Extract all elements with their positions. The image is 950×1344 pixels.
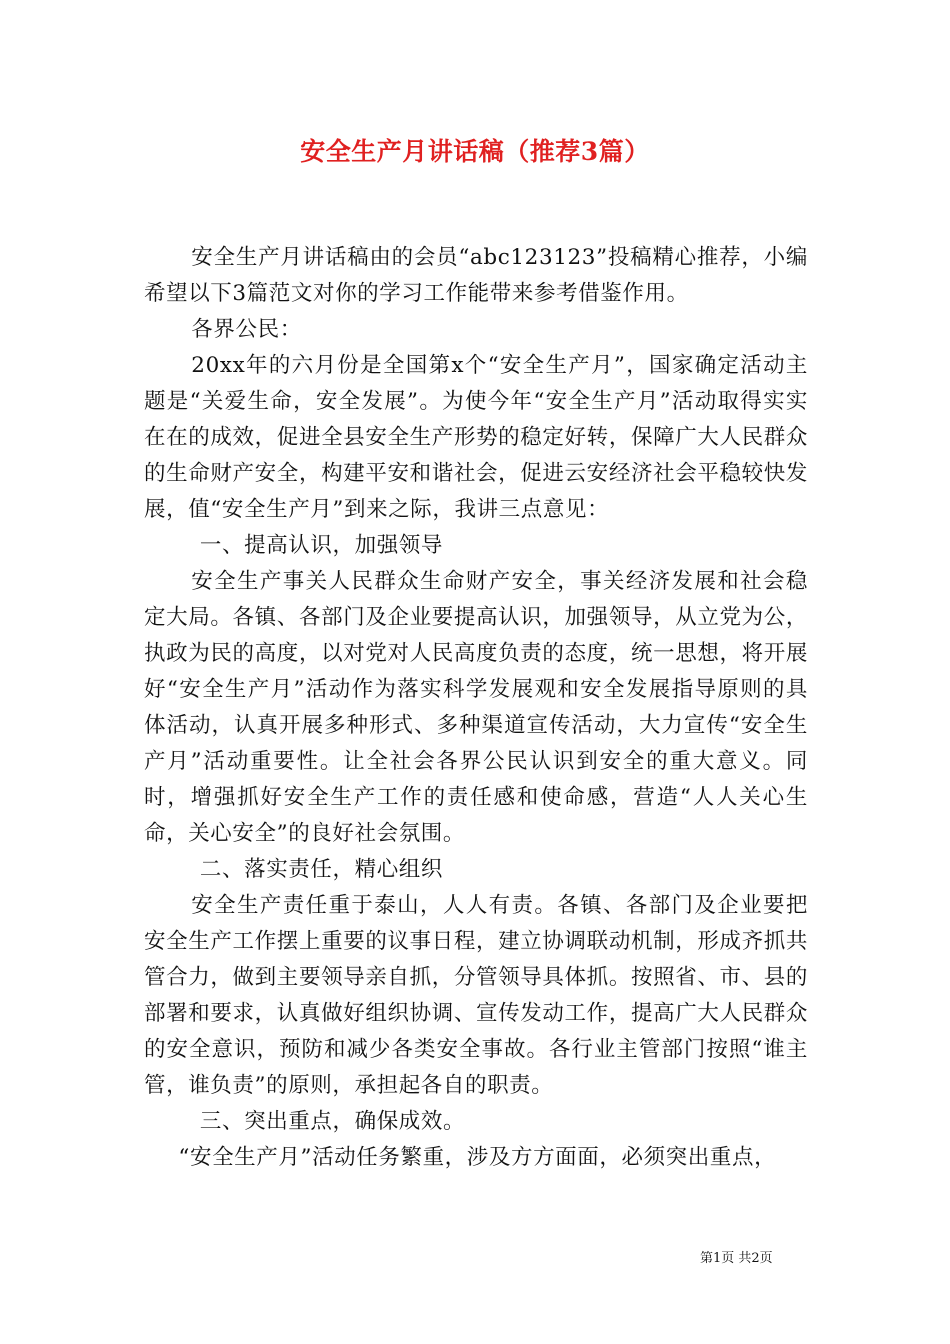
body-paragraph-4: “安全生产月”活动任务繁重，涉及方方面面，必须突出重点，	[178, 1145, 777, 1170]
section-heading-1: 一、提高认识，加强领导	[199, 533, 443, 558]
body-paragraph-1: 20xx年的六月份是全国第x个“安全生产月”，国家确定活动主题是“关爱生命，安全发展”。为使今年“安全生产月”活动取得实实在在的成效，促进全县安全生产形势的稳定好转，保障广大人民群众的生命财产安全，构建平安和谐社会，促进云安经济社会平稳较快发展，值“安全生产月”到来之际，我讲三点意见：	[144, 353, 808, 522]
section-heading-2: 二、落实责任，精心组织	[199, 857, 443, 882]
section-heading-3: 三、突出重点，确保成效。	[199, 1109, 466, 1134]
page-number-footer: 第1页 共2页	[700, 1251, 773, 1266]
body-paragraph-3: 安全生产责任重于泰山，人人有责。各镇、各部门及企业要把安全生产工作摆上重要的议事日程，建立协调联动机制，形成齐抓共管合力，做到主要领导亲自抓，分管领导具体抓。按照省、市、县的部署和要求，认真做好组织协调、宣传发动工作，提高广大人民群众的安全意识，预防和减少各类安全事故。各行业主管部门按照“谁主管，谁负责”的原则，承担起各自的职责。	[144, 893, 808, 1098]
greeting-paragraph: 各界公民：	[191, 317, 302, 342]
document-title: 安全生产月讲话稿（推荐3篇）	[300, 137, 650, 166]
intro-paragraph: 安全生产月讲话稿由的会员“abc123123”投稿精心推荐，小编希望以下3篇范文对你的学习工作能带来参考借鉴作用。	[144, 245, 808, 306]
document-body	[144, 240, 808, 1176]
body-paragraph-2: 安全生产事关人民群众生命财产安全，事关经济发展和社会稳定大局。各镇、各部门及企业要提高认识，加强领导，从立党为公，执政为民的高度，以对党对人民高度负责的态度，统一思想，将开展好“安全生产月”活动作为落实科学发展观和安全发展指导原则的具体活动，认真开展多种形式、多种渠道宣传活动，大力宣传“安全生产月”活动重要性。让全社会各界公民认识到安全的重大意义。同时，增强抓好安全生产工作的责任感和使命感，营造“人人关心生命，关心安全”的良好社会氛围。	[144, 569, 808, 846]
